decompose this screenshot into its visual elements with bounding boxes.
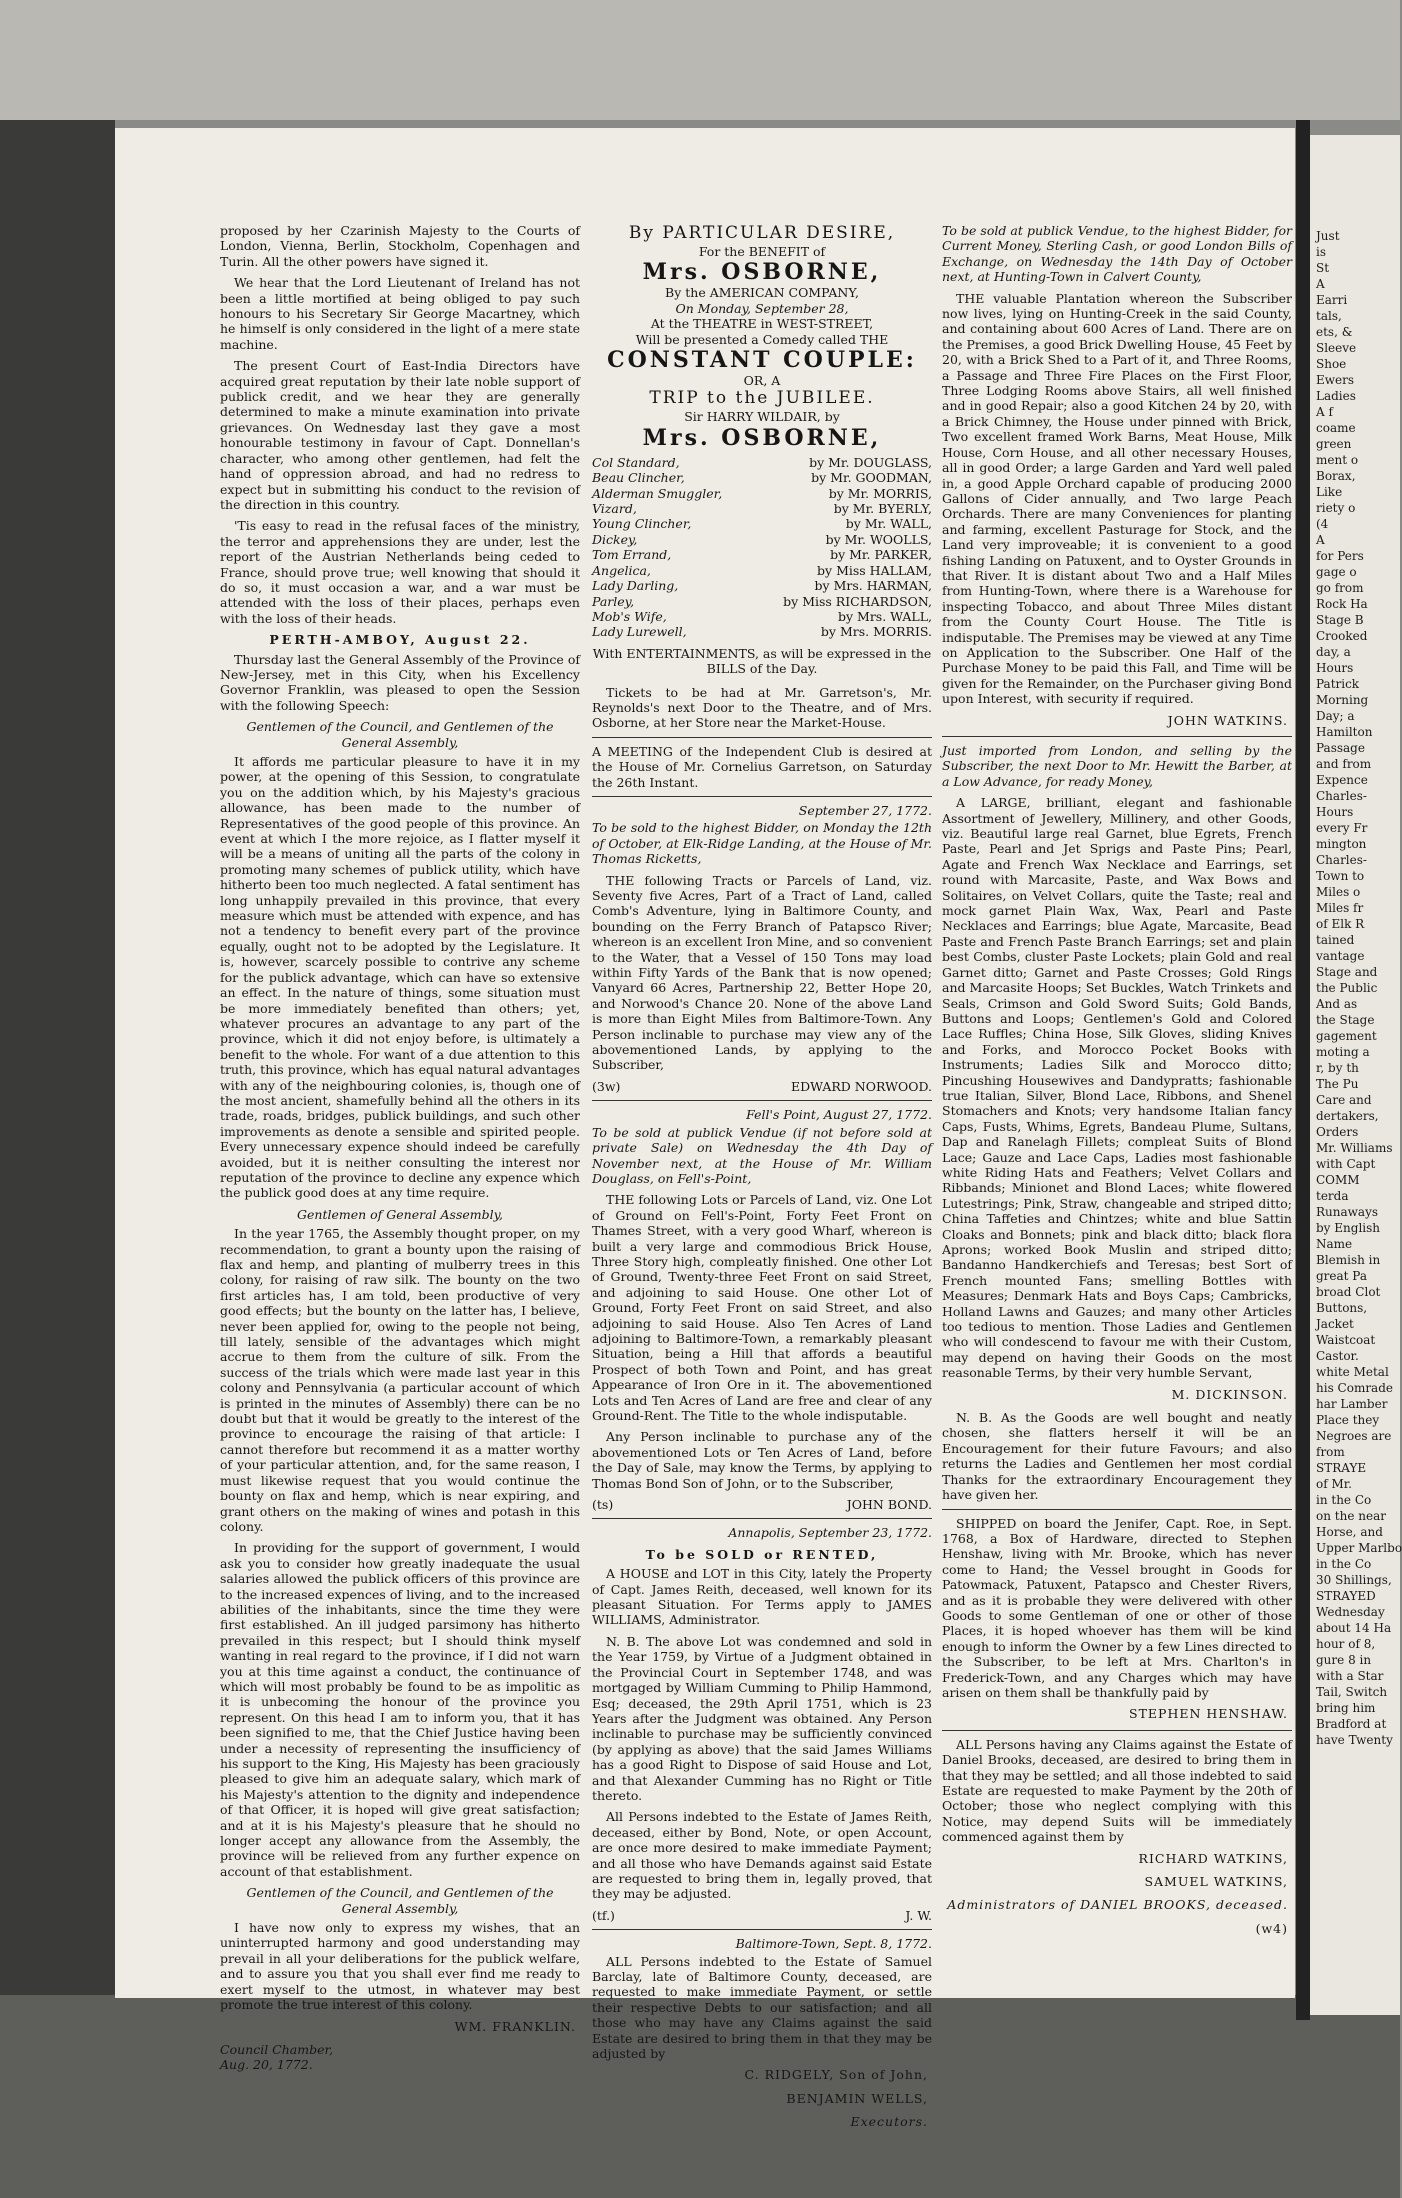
adjacent-page-fragment-line: with a Star <box>1316 1669 1384 1683</box>
cast-actor: by Miss RICHARDSON, <box>783 593 932 609</box>
adjacent-page-fragment-line: gage o <box>1316 565 1357 579</box>
cast-row <box>592 563 932 578</box>
cast-row <box>592 516 932 531</box>
adjacent-page-fragment-line: vantage <box>1316 949 1365 963</box>
cast-row <box>592 470 932 485</box>
cast-role: Lady Darling, <box>592 578 679 594</box>
ad-body: ALL Persons indebted to the Estate of Samuel Barclay, late of Baltimore County, deceased, are requested to make immediate Payment, or settle their respective Debts to our satisfaction; and all those who may have any Claims against the said Estate are desired to bring them in that they may be adjusted by <box>592 1953 932 2062</box>
adjacent-page-fragment-line: day, a <box>1316 645 1351 659</box>
ad-intro: To be sold to the highest Bidder, on Monday the 12th of October, at Elk-Ridge Landing, at the House of Mr. Thomas Ricketts, <box>592 820 932 867</box>
playbill-date: On Monday, September 28, <box>675 300 849 316</box>
theatre-playbill <box>592 223 932 677</box>
speech-signature: WM. FRANKLIN. <box>454 2018 576 2034</box>
adjacent-page-fragment-line: Hours <box>1316 805 1354 819</box>
adjacent-page-fragment-line: of Mr. <box>1316 1477 1352 1491</box>
news-paragraph: The present Court of East-India Directors have acquired great reputation by their late noble support of publick credit, and we hear they are generally determined to make a minute examination into private grievances. On Wednesday last they gave a most honourable testimony in favour of Capt. Donnellan's character, who among other gentlemen, had felt the hand of oppression abroad, and had no redress to expect but in submitting his conduct to the revision of the direction in this country. <box>220 358 580 512</box>
adjacent-page-fragment-line: har Lamber <box>1316 1397 1388 1411</box>
cast-actor: by Mr. BYERLY, <box>833 501 932 517</box>
cast-row <box>592 501 932 516</box>
cast-actor: by Mr. WALL, <box>845 516 932 532</box>
playbill-line: Will be presented a Comedy called THE <box>635 331 889 347</box>
club-meeting-notice: A MEETING of the Independent Club is desired at the House of Mr. Cornelius Garretson, on Saturday the 26th Instant. <box>592 743 932 790</box>
adjacent-page-fragment-line: the Stage <box>1316 1013 1375 1027</box>
adjacent-page-fragment <box>1310 135 1400 2015</box>
column-left <box>220 223 580 2073</box>
cast-role: Mob's Wife, <box>592 608 667 624</box>
playbill-star: Mrs. OSBORNE, <box>642 424 882 451</box>
column-rule <box>942 1730 1292 1731</box>
adjacent-page-fragment-line: Town to <box>1316 869 1365 883</box>
column-middle <box>592 223 932 2130</box>
adjacent-page-fragment-line: great Pa <box>1316 1269 1367 1283</box>
column-rule <box>942 736 1292 737</box>
cast-row <box>592 547 932 562</box>
column-rule <box>592 796 932 797</box>
adjacent-page-fragment-line: COMM <box>1316 1173 1360 1187</box>
page-gutter <box>1296 120 1310 2020</box>
adjacent-page-fragment-line: green <box>1316 437 1352 451</box>
adjacent-page-fragment-line: the Public <box>1316 981 1378 995</box>
cast-actor: by Mrs. WALL, <box>837 608 932 624</box>
ad-intro: To be sold at publick Vendue (if not before sold at private Sale) on Wednesday the 4th Day of November next, at the House of Mr. William Douglass, on Fell's-Point, <box>592 1124 932 1186</box>
playbill-beneficiary: Mrs. OSBORNE, <box>642 259 882 286</box>
adjacent-page-fragment-line: Upper Marlbo <box>1316 1541 1402 1555</box>
ad-nb: N. B. As the Goods are well bought and neatly chosen, she flatters herself it will be an Encouragement for their future Favours; and also returns the Ladies and Gentlemen her most cordial Thanks for the extraordinary Encouragement they have given her. <box>942 1410 1292 1503</box>
adjacent-page-fragment-line: Bradford at <box>1316 1717 1387 1731</box>
adjacent-page-fragment-line: St <box>1316 261 1330 275</box>
adjacent-page-fragment-line: in the Co <box>1316 1557 1372 1571</box>
adjacent-page-fragment-line: Ewers <box>1316 373 1355 387</box>
ad-heading: To be SOLD or RENTED, <box>645 1546 879 1562</box>
adjacent-page-fragment-line: Buttons, <box>1316 1301 1368 1315</box>
adjacent-page-fragment-line: white Metal <box>1316 1365 1389 1379</box>
playbill-line: At the THEATRE in WEST-STREET, <box>650 316 874 332</box>
cast-actor: by Mr. MORRIS, <box>828 485 932 501</box>
adjacent-page-fragment-line: Borax, <box>1316 469 1356 483</box>
adjacent-page-fragment-line: about 14 Ha <box>1316 1621 1392 1635</box>
adjacent-page-text <box>1310 135 1400 1748</box>
ad-signature: J. W. <box>905 1907 932 1923</box>
adjacent-page-fragment-line: Expence <box>1316 773 1368 787</box>
adjacent-page-fragment-line: Rock Ha <box>1316 597 1368 611</box>
ad-footer <box>592 1079 932 1094</box>
playbill-line: With ENTERTAINMENTS, as will be expressed in the BILLS of the Day. <box>592 645 932 677</box>
adjacent-page-fragment-line: on the near <box>1316 1509 1386 1523</box>
adjacent-page-fragment-line: STRAYED <box>1316 1589 1376 1603</box>
cast-row <box>592 609 932 624</box>
cast-role: Alderman Smuggler, <box>592 485 723 501</box>
ad-date: Fell's Point, August 27, 1772. <box>746 1107 932 1123</box>
adjacent-page-fragment-line: Shoe <box>1316 357 1347 371</box>
closing-place: Council Chamber, <box>220 2041 334 2057</box>
adjacent-page-fragment-line: Mr. Williams <box>1316 1141 1393 1155</box>
ad-footer <box>592 1908 932 1923</box>
playbill-line: By the AMERICAN COMPANY, <box>665 285 859 301</box>
adjacent-page-fragment-line: every Fr <box>1316 821 1368 835</box>
ad-body: All Persons indebted to the Estate of James Reith, deceased, either by Bond, Note, or open Account, are once more desired to make immediate Payment; and all those who have Demands against said Estate are requested to bring them in, legally proved, that they may be adjusted. <box>592 1809 932 1902</box>
adjacent-page-fragment-line: Patrick <box>1316 677 1360 691</box>
cast-role: Parley, <box>592 593 635 609</box>
adjacent-page-fragment-line: by English <box>1316 1221 1381 1235</box>
binding-margin <box>0 120 115 2198</box>
ad-signature: JOHN WATKINS. <box>1167 712 1288 728</box>
adjacent-page-fragment-line: in the Co <box>1316 1493 1372 1507</box>
ad-body: Any Person inclinable to purchase any of the abovementioned Lots or Ten Acres of Land, before the Day of Sale, may know the Terms, by applying to Thomas Bond Son of John, or to the Subscriber, <box>592 1429 932 1491</box>
adjacent-page-fragment-line: dertakers, <box>1316 1109 1379 1123</box>
cast-row <box>592 594 932 609</box>
adjacent-page-fragment-line: (4 <box>1316 517 1329 531</box>
ad-body: A HOUSE and LOT in this City, lately the Property of Capt. James Reith, deceased, well known for its pleasant Situation. For Terms apply to JAMES WILLIAMS, Administrator. <box>592 1566 932 1628</box>
ticket-notice: Tickets to be had at Mr. Garretson's, Mr. Reynolds's next Door to the Theatre, and of Mrs. Osborne, at her Store near the Market-House. <box>592 684 932 731</box>
adjacent-page-fragment-line: his Comrade <box>1316 1381 1393 1395</box>
adjacent-page-fragment-line: Sleeve <box>1316 341 1357 355</box>
ad-signature: STEPHEN HENSHAW. <box>1129 1706 1288 1722</box>
adjacent-page-fragment-line: Orders <box>1316 1125 1359 1139</box>
ad-body: ALL Persons having any Claims against the Estate of Daniel Brooks, deceased, are desired to bring them in that they may be settled; and all those indebted to said Estate are requested to make Payment by the 20th of October; those who neglect complying with this Notice, may depend Suits will be immediately commenced against them by <box>942 1736 1292 1845</box>
ad-date: Baltimore-Town, Sept. 8, 1772. <box>735 1936 932 1952</box>
playbill-subtitle: TRIP to the JUBILEE. <box>649 388 875 409</box>
scanner-background-top <box>0 0 1400 120</box>
adjacent-page-fragment-line: Hours <box>1316 661 1354 675</box>
ad-signature: JOHN BOND. <box>846 1497 932 1513</box>
news-paragraph: Thursday last the General Assembly of the Province of New-Jersey, met in this City, when his Excellency Governor Franklin, was pleased to open the Session with the following Speech: <box>220 651 580 713</box>
ad-body: THE following Lots or Parcels of Land, viz. One Lot of Ground on Fell's-Point, Forty Feet Front on Thames Street, with a very good Wharf, whereon is built a very large and commodious Brick House, Three Story high, compleatly finished. One other Lot of Ground, Twenty-three Feet Front on said Street, and adjoining to said House. One other Lot of Ground, Forty Feet Front on said Street, and also adjoining to said House. Also Ten Acres of Land adjoining to Baltimore-Town, a remarkably pleasant Situation, being a Hill that affords a beautiful Prospect of both Town and Point, and has great Appearance of Iron Ore in it. The abovementioned Lots and Ten Acres of Land are free and clear of any Ground-Rent. The Title to the whole indisputable. <box>592 1192 932 1423</box>
cast-role: Vizard, <box>592 501 637 517</box>
ad-mark: (w4) <box>1255 1920 1288 1936</box>
newspaper-page <box>115 128 1295 2130</box>
column-rule <box>592 1518 932 1519</box>
adjacent-page-fragment-line: Miles fr <box>1316 901 1364 915</box>
adjacent-page-fragment-line: Morning <box>1316 693 1369 707</box>
ad-executors: Executors. <box>850 2114 928 2130</box>
playbill-title: CONSTANT COUPLE: <box>607 347 917 374</box>
news-paragraph: 'Tis easy to read in the refusal faces of the ministry, the terror and apprehensions they are under, lest the report of the Austrian Netherlands being ceded to France, should prove true; well knowing that should it do so, it must occasion a war, and a war must be attended with the loss of their places, perhaps even with the loss of their heads. <box>220 518 580 626</box>
adjacent-page-fragment-line: from <box>1316 1445 1345 1459</box>
cast-role: Dickey, <box>592 531 638 547</box>
ad-administrators: Administrators of DANIEL BROOKS, deceased. <box>947 1897 1288 1913</box>
adjacent-page-fragment-line: A f <box>1316 405 1333 419</box>
adjacent-page-fragment-line: Jacket <box>1316 1317 1354 1331</box>
adjacent-page-fragment-line: 30 Shillings, <box>1316 1573 1392 1587</box>
adjacent-page-fragment-line: Ladies <box>1316 389 1356 403</box>
ad-intro: Just imported from London, and selling by the Subscriber, the next Door to Mr. Hewitt the Barber, at a Low Advance, for ready Money, <box>942 743 1292 789</box>
adjacent-page-fragment-line: r, by th <box>1316 1061 1359 1075</box>
speech-salutation: Gentlemen of General Assembly, <box>297 1206 503 1222</box>
ad-footer <box>592 1497 932 1512</box>
ad-signature: M. DICKINSON. <box>1171 1386 1288 1402</box>
speech-salutation: Gentlemen of the Council, and Gentlemen of the General Assembly, <box>246 719 554 750</box>
adjacent-page-fragment-line: Care and <box>1316 1093 1372 1107</box>
adjacent-page-fragment-line: riety o <box>1316 501 1356 515</box>
news-paragraph: proposed by her Czarinish Majesty to the Courts of London, Vienna, Berlin, Stockholm, Copenhagen and Turin. All the other powers have signed it. <box>220 223 580 269</box>
adjacent-page-fragment-line: Wednesday <box>1316 1605 1385 1619</box>
ad-signature: C. RIDGELY, Son of John, <box>744 2067 928 2083</box>
adjacent-page-fragment-line: Miles o <box>1316 885 1361 899</box>
adjacent-page-fragment-line: Charles- <box>1316 853 1367 867</box>
adjacent-page-fragment-line: gagement <box>1316 1029 1377 1043</box>
adjacent-page-fragment-line: STRAYE <box>1316 1461 1367 1475</box>
cast-role: Tom Errand, <box>592 547 672 563</box>
adjacent-page-fragment-line: ment o <box>1316 453 1359 467</box>
ad-signature: RICHARD WATKINS, <box>1138 1850 1288 1866</box>
adjacent-page-fragment-line: Just <box>1316 229 1340 243</box>
ad-body: THE following Tracts or Parcels of Land, viz. Seventy five Acres, Part of a Tract of Land, called Comb's Adventure, lying in Baltimore County, and bounding on the Ferry Branch of Patapsco River; whereon is an excellent Iron Mine, and so convenient to the Water, that a Vessel of 150 Tons may load within Fifty Yards of the Bank that is now opened; Vanyard 66 Acres, Partnership 22, Better Hope 20, and Norwood's Chance 20. None of the above Land is more than Eight Miles from Baltimore-Town. Any Person inclinable to purchase may view any of the abovementioned Lands, by applying to the Subscriber, <box>592 872 932 1073</box>
ad-date: September 27, 1772. <box>798 802 932 818</box>
column-rule <box>592 737 932 738</box>
adjacent-page-fragment-line: Stage and <box>1316 965 1378 979</box>
cast-actor: by Mr. PARKER, <box>830 547 932 563</box>
column-right <box>942 223 1292 1993</box>
adjacent-page-fragment-line: mington <box>1316 837 1367 851</box>
ad-mark: (ts) <box>592 1497 614 1513</box>
adjacent-page-fragment-line: and from <box>1316 757 1372 771</box>
adjacent-page-fragment-line: And as <box>1316 997 1358 1011</box>
cast-row <box>592 578 932 593</box>
ad-signature: EDWARD NORWOOD. <box>790 1078 932 1094</box>
adjacent-page-fragment-line: terda <box>1316 1189 1349 1203</box>
adjacent-page-fragment-line: A <box>1316 533 1325 547</box>
ad-signature: SAMUEL WATKINS, <box>1144 1874 1288 1890</box>
cast-role: Col Standard, <box>592 454 680 470</box>
adjacent-page-fragment-line: broad Clot <box>1316 1285 1381 1299</box>
adjacent-page-fragment-line: A <box>1316 277 1325 291</box>
ad-mark: (3w) <box>592 1078 621 1094</box>
cast-actor: by Mr. GOODMAN, <box>811 470 932 486</box>
cast-role: Beau Clincher, <box>592 470 685 486</box>
speech-paragraph: It affords me particular pleasure to have it in my power, at the opening of this Session, to congratulate you on the addition which, by his Majesty's gracious allowance, has been made to the number of Representatives of the good people of this province. An event at which I the more rejoice, as I flatter myself it will be a means of uniting all the parts of the colony in promoting many schemes of publick utility, which have hitherto been too much neglected. A fatal sentiment has long unhappily prevailed in this province, that every measure which must be attended with expence, and has not a tendency to benefit every part of the province equally, ought not to be adopted by the Legislature. It is, however, scarcely possible to contrive any scheme for the publick advantage, which can have so extensive an effect. In the nature of things, some situation must be more immediately benefited than others; yet, whatever procures an advantage to any part of the province, which it did not enjoy before, is ultimately a benefit to the whole. For want of a due attention to this truth, this province, which has equal natural advantages with any of the neighbouring colonies, is, though one of the most ancient, shamefully behind all the others in its trade, roads, bridges, publick buildings, and such other improvements as denote a sensible and spirited people. Every unnecessary expence should indeed be carefully avoided, but it is neither consulting the interest nor reputation of the province to decline any expence which the publick good does at any time require. <box>220 754 580 1201</box>
adjacent-page-fragment-line: Name <box>1316 1237 1353 1251</box>
column-rule <box>592 1929 932 1930</box>
adjacent-page-fragment-line: Horse, and <box>1316 1525 1383 1539</box>
closing-date: Aug. 20, 1772. <box>220 2057 313 2073</box>
playbill-line: By PARTICULAR DESIRE, <box>628 223 896 243</box>
ad-body: A LARGE, brilliant, elegant and fashionable Assortment of Jewellery, Millinery, and other Goods, viz. Beautiful large real Garnet, blue Egrets, French Paste, Pearl and Jet Sprigs and Paste Pins; Pearl, Agate and French Wax Necklace and Earrings, set round with Marcasite, Paste, and Wax Bows and Solitaires, on Velvet Collars, quite the Taste; real and mock garnet Plain Wax, Wax, Pearl and Paste Necklaces and Earrings; blue Agate, Marcasite, Bead Paste and French Paste Branch Earrings; set and plain best Combs, cluster Paste Lockets; plain Gold and real Garnet ditto; Garnet and Paste Crosses; Gold Rings and Marcasite Hoops; Set Buckles, Watch Trinkets and Seals, Crimson and Gold Sword Suits; Gold Bands, Buttons and Loops; Gentlemen's Gold and Colored Lace Ruffles; China Hose, Silk Gloves, sliding Knives and Forks, and Morocco Pocket Books with Instruments; Ladies Silk and Morocco ditto; Pincushing Housewives and Dandypratts; fashionable true Italian, Silver, Blond Lace, Ribbons, and Shenel Stomachers and Knots; very handsome Italian fancy Caps, Fusts, Whims, Egrets, Bandeau Plume, Sultans, Dap and Ranelagh Fillets; compleat Suits of Blond Lace; Gauze and Lace Caps, Ladies most fashionable white Riding Hats and Feathers; Velvet Collars and Ribbands; Minionet and Blond Laces; white flowered Lutestrings; Pink, Straw, changeable and striped ditto; China Taffeties and Chintzes; white and blue Sattin Cloaks and Bonnets; pink and black ditto; black flora Aprons; worked Book Muslin and striped ditto; Bandanno Handkerchiefs and Teresas; best Sort of French mounted Fans; smelling Bottles with Measures; Denmark Hats and Boys Caps; Cambricks, Holland Lawns and Gauzes; and many other Articles too tedious to mention. Those Ladies and Gentlemen who will condescend to favour me with their Custom, may depend on having their Goods on the most reasonable Terms, by their very humble Servant, <box>942 795 1292 1381</box>
adjacent-page-fragment-line: The Pu <box>1316 1077 1359 1091</box>
cast-row <box>592 455 932 470</box>
adjacent-page-fragment-line: Waistcoat <box>1316 1333 1376 1347</box>
cast-row <box>592 486 932 501</box>
playbill-line: For the BENEFIT of <box>698 244 826 259</box>
adjacent-page-fragment-line: hour of 8, <box>1316 1637 1376 1651</box>
ad-date: Annapolis, September 23, 1772. <box>728 1525 932 1541</box>
cast-actor: by Mr. DOUGLASS, <box>809 454 932 470</box>
adjacent-page-fragment-line: for Pers <box>1316 549 1364 563</box>
adjacent-page-fragment-line: Place they <box>1316 1413 1380 1427</box>
adjacent-page-fragment-line: is <box>1316 245 1326 259</box>
cast-actor: by Mrs. HARMAN, <box>814 578 932 594</box>
adjacent-page-fragment-line: moting a <box>1316 1045 1370 1059</box>
cast-role: Lady Lurewell, <box>592 624 687 640</box>
cast-actor: by Mr. WOOLLS, <box>825 531 932 547</box>
speech-paragraph: In providing for the support of government, I would ask you to consider how greatly inadequate the usual salaries allowed the publick officers of this province are to the increased expences of living, and to the increased abilities of the inhabitants, since the time they were first established. An ill judged parsimony has hitherto prevailed in this respect; but I should think myself wanting in real regard to the province, if I did not warn you at this time against a conduct, the continuance of which will most probably be found to be as impolitic as it is unbecoming the honour of the province you represent. On this head I am to inform you, that it has been signified to me, that the Chief Justice having been under a necessity of representing the insufficiency of his support to the King, His Majesty has been graciously pleased to give him an adequate salary, which mark of his Majesty's attention to the dignity and independence of that Officer, it is hoped will give great satisfaction; and at it is his Majesty's pleasure that he should no longer accept any allowance from the Assembly, the province will be relieved from any further expence on account of that establishment. <box>220 1540 580 1879</box>
ad-signature: BENJAMIN WELLS, <box>786 2090 928 2106</box>
adjacent-page-fragment-line: Like <box>1316 485 1343 499</box>
perth-amboy-heading: PERTH-AMBOY, August 22. <box>269 632 531 648</box>
adjacent-page-fragment-line: tals, <box>1316 309 1342 323</box>
ad-body: THE valuable Plantation whereon the Subscriber now lives, lying on Hunting-Creek in the said County, and containing about 600 Acres of Land. There are on the Premises, a good Brick Dwelling House, 45 Feet by 20, with a Brick Shed to a Part of it, and Three Rooms, a Passage and Three Fire Places on the First Floor, Three Lodging Rooms above Stairs, all well finished and in good Repair; also a good Kitchen 24 by 20, with a Brick Chimney, the House under pinned with Brick, Two excellent framed Work Barns, Meat House, Milk House, Corn House, and all other necessary Houses, all in good Order; a large Garden and Yard well paled in, a good Apple Orchard capable of producing 2000 Gallons of Cider annually, and Two large Peach Orchards. There are many Conveniences for planting and farming, excellent Pasturage for Stock, and the Land very improveable; it is convenient to a good fishing Landing on Patuxent, and to Oyster Grounds in that River. It is distant about Two and a Half Miles from Hunting-Town, where there is a Warehouse for inspecting Tobacco, and about Three Miles distant from the County Court House. The Title is indisputable. The Premises may be viewed at any Time on Application to the Subscriber. One Half of the Purchase Money to be paid this Fall, and Time will be given for the Remainder, on the Purchaser giving Bond upon Interest, with security if required. <box>942 290 1292 707</box>
news-paragraph: We hear that the Lord Lieutenant of Ireland has not been a little mortified at being obliged to pay such honours to his Secretary Sir George Macartney, which he himself is only considered in the light of a mere state machine. <box>220 275 580 352</box>
speech-salutation: Gentlemen of the Council, and Gentlemen of the General Assembly, <box>246 1885 554 1916</box>
adjacent-page-fragment-line: Runaways <box>1316 1205 1379 1219</box>
adjacent-page-fragment-line: ets, & <box>1316 325 1353 339</box>
ad-mark: (tf.) <box>592 1907 615 1923</box>
playbill-line: Sir HARRY WILDAIR, by <box>684 409 840 425</box>
adjacent-page-fragment-line: gure 8 in <box>1316 1653 1372 1667</box>
adjacent-page-fragment-line: Hamilton <box>1316 725 1373 739</box>
adjacent-page-fragment-line: Blemish in <box>1316 1253 1381 1267</box>
adjacent-page-fragment-line: of Elk R <box>1316 917 1365 931</box>
adjacent-page-fragment-line: Charles- <box>1316 789 1367 803</box>
cast-actor: by Miss HALLAM, <box>817 562 932 578</box>
adjacent-page-fragment-line: Passage <box>1316 741 1365 755</box>
column-rule <box>942 1509 1292 1510</box>
adjacent-page-fragment-line: coame <box>1316 421 1356 435</box>
speech-paragraph: In the year 1765, the Assembly thought proper, on my recommendation, to grant a bounty upon the raising of flax and hemp, and planting of mulberry trees in this colony, for raising of raw silk. The bounty on the two first articles has, I am told, been productive of very good effects; but the bounty on the latter has, I believe, never been applied for, owing to the people not being, till lately, sensible of the advantages which might accrue to them from the culture of silk. From the success of the trials which were made last year in this colony and Pennsylvania (a particular account of which is printed in the minutes of Assembly) there can be no doubt but that it would be greatly to the interest of the province to encourage the raising of that article: I cannot therefore but recommend it as a matter worthy of your particular attention, and, for the same reason, I must likewise request that you would continue the bounty on flax and hemp, which is near expiring, and grant others on the making of wines and potash in this colony. <box>220 1226 580 1534</box>
speech-paragraph: I have now only to express my wishes, that an uninterrupted harmony and good understanding may prevail in all your deliberations for the publick welfare, and to assure you that you shall ever find me ready to exert myself to the utmost, in whatever may best promote the true interest of this colony. <box>220 1920 580 2013</box>
adjacent-page-fragment-line: have Twenty <box>1316 1733 1393 1747</box>
adjacent-page-fragment-line: Castor. <box>1316 1349 1359 1363</box>
adjacent-page-fragment-line: Tail, Switch <box>1316 1685 1388 1699</box>
adjacent-page-fragment-line: Stage B <box>1316 613 1364 627</box>
cast-list <box>592 455 932 640</box>
cast-role: Angelica, <box>592 562 651 578</box>
cast-actor: by Mrs. MORRIS. <box>820 624 932 640</box>
adjacent-page-fragment-line: tained <box>1316 933 1355 947</box>
adjacent-page-fragment-line: go from <box>1316 581 1364 595</box>
adjacent-page-fragment-line: bring him <box>1316 1701 1376 1715</box>
adjacent-page-fragment-line: Earri <box>1316 293 1348 307</box>
ad-intro: To be sold at publick Vendue, to the highest Bidder, for Current Money, Sterling Cash, or good London Bills of Exchange, on Wednesday the 14th Day of October next, at Hunting-Town in Calvert County, <box>942 223 1292 285</box>
adjacent-page-fragment-line: Crooked <box>1316 629 1368 643</box>
adjacent-page-fragment-line: Day; a <box>1316 709 1355 723</box>
playbill-line: OR, A <box>743 373 781 389</box>
adjacent-page-fragment-line: Negroes are <box>1316 1429 1392 1443</box>
ad-body: SHIPPED on board the Jenifer, Capt. Roe, in Sept. 1768, a Box of Hardware, directed to Stephen Henshaw, living with Mr. Brooke, which has never come to Hand; the Vessel brought in Goods for Patowmack, Patuxent, Patapsco and Chester Rivers, and as it is probable they were delivered with other Goods to some Gentleman of one or other of those Places, it is hoped whoever has them will be kind enough to inform the Owner by a few Lines directed to the Subscriber, to be left at Mrs. Charlton's in Frederick-Town, and any Charges which may have arisen on them shall be thankfully paid by <box>942 1515 1292 1700</box>
cast-role: Young Clincher, <box>592 516 692 532</box>
column-rule <box>592 1100 932 1101</box>
cast-row <box>592 624 932 639</box>
adjacent-page-fragment-line: with Capt <box>1316 1157 1376 1171</box>
cast-row <box>592 532 932 547</box>
ad-nb: N. B. The above Lot was condemned and sold in the Year 1759, by Virtue of a Judgment obtained in the Provincial Court in September 1748, and was mortgaged by William Cumming to Philip Hammond, Esq; deceased, the 29th April 1751, which is 23 Years after the Judgment was obtained. Any Person inclinable to purchase may be sufficiently convinced (by applying as above) that the said James Williams has a good Right to Dispose of said House and Lot, and that Alexander Cumming has no Right or Title thereto. <box>592 1633 932 1803</box>
